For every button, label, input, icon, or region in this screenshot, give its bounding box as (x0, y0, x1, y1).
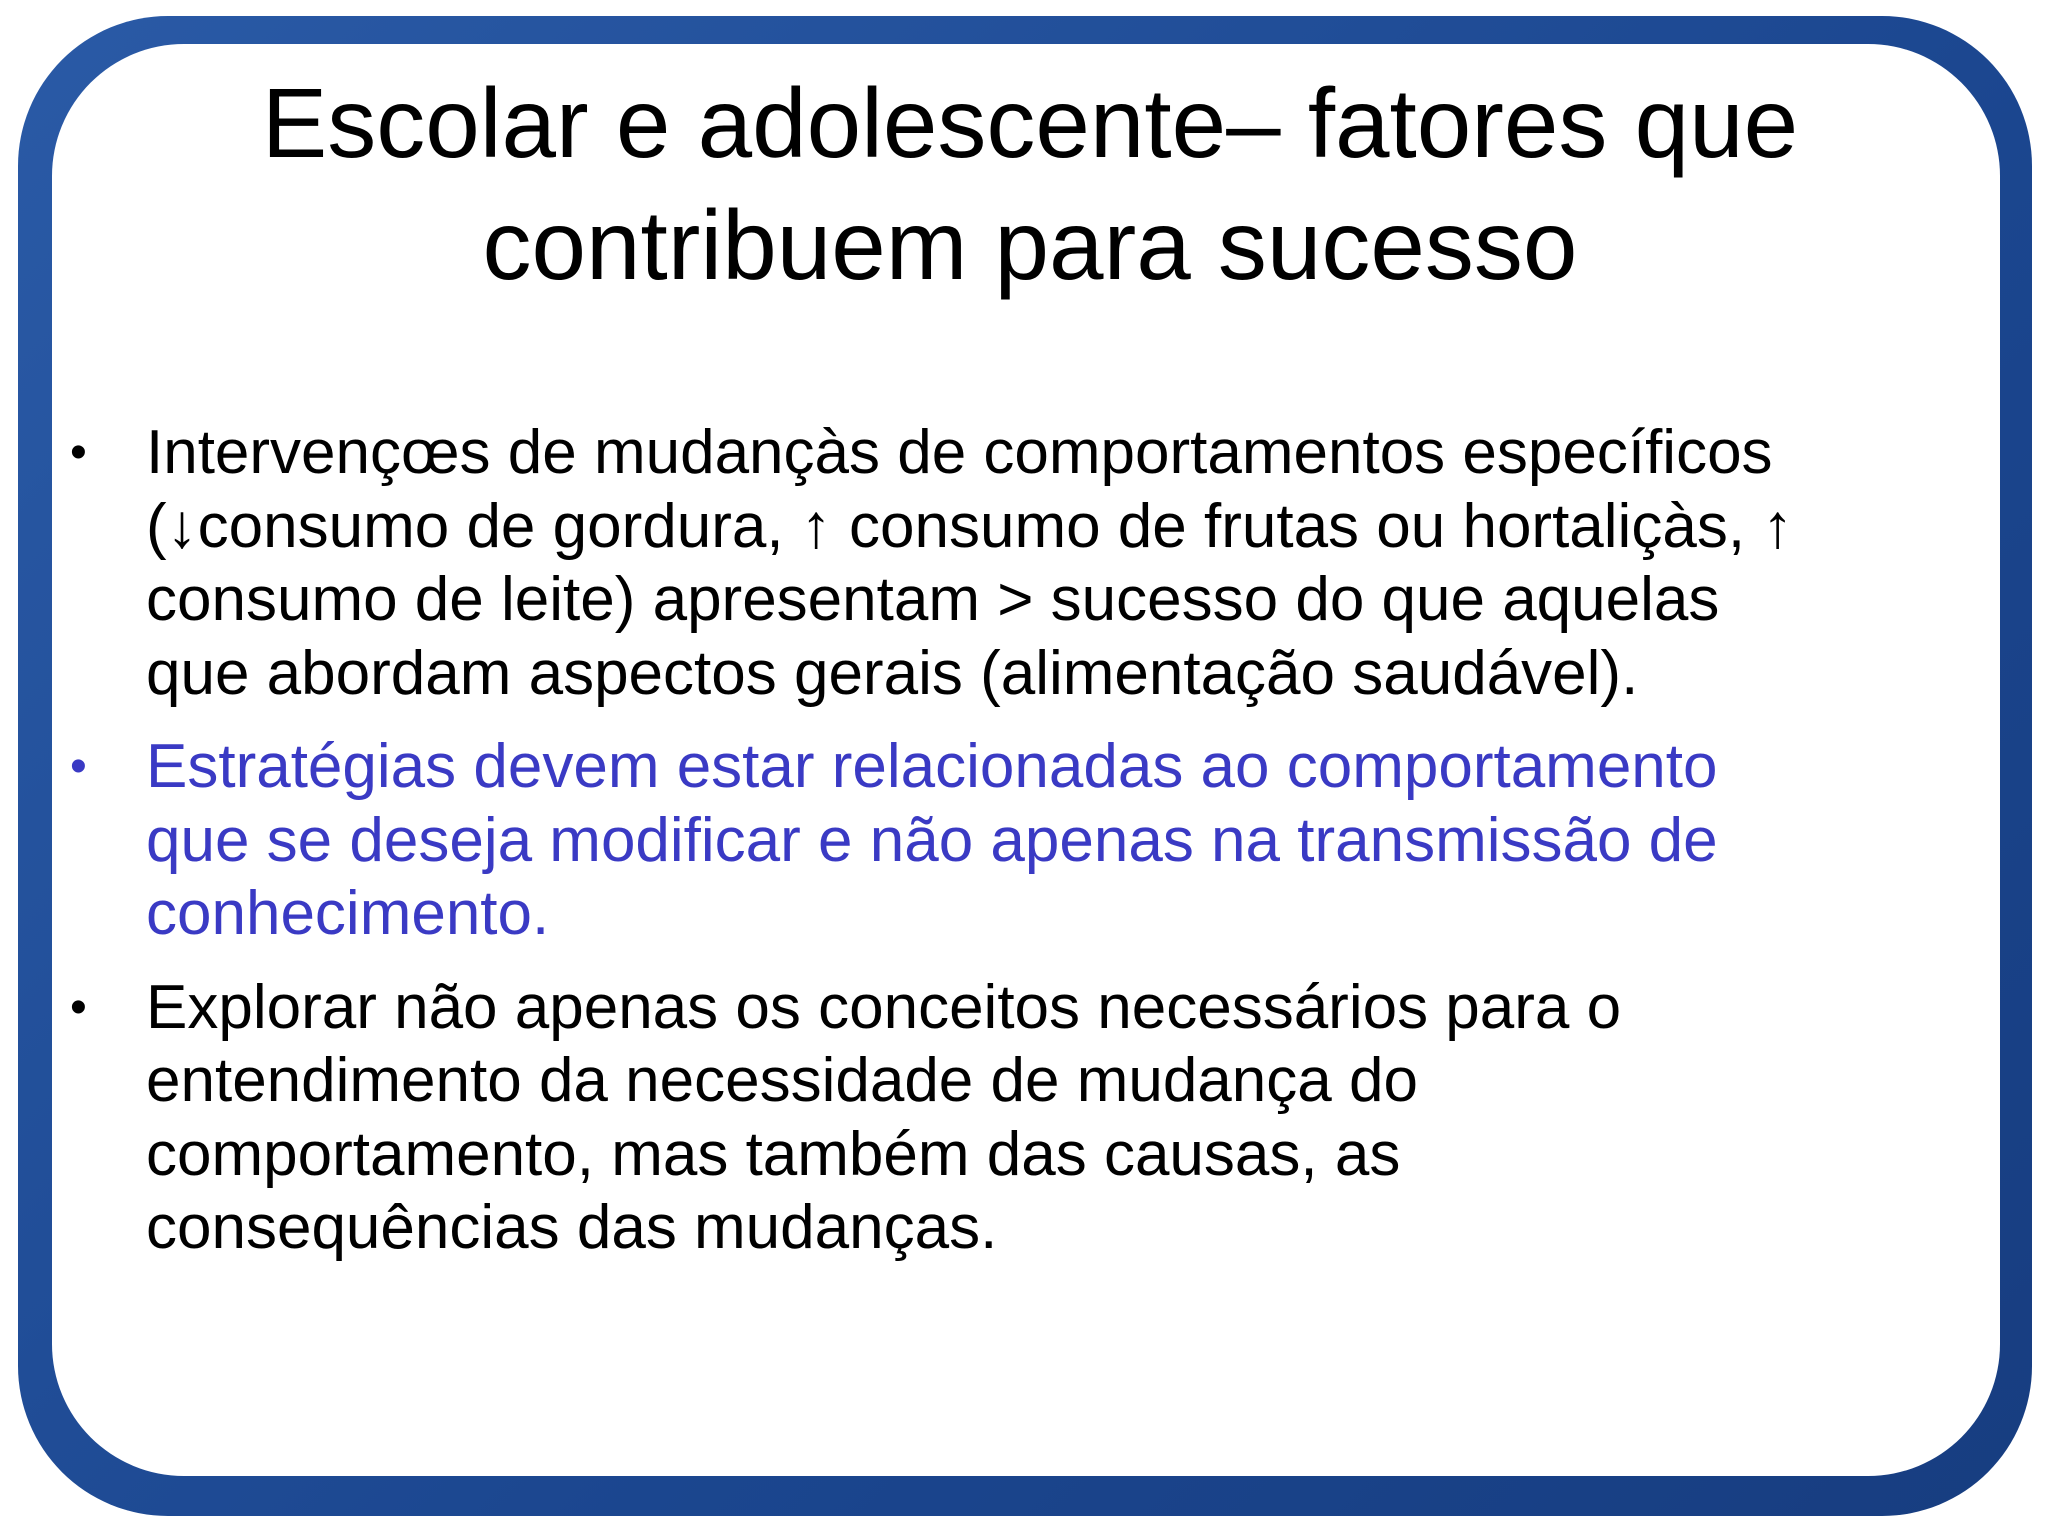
bullet-text-line: Explorar não apenas os conceitos necessários para o (146, 972, 1622, 1042)
bullet-text-line: conhecimento. (146, 879, 550, 948)
bullet-text-line: comportamento, mas também das causas, as (146, 1119, 1401, 1189)
bullet-text-line: consequências das mudanças. (146, 1193, 998, 1262)
bullet-marker: • (70, 426, 87, 479)
bullet-text-line: consumo de leite) apresentam > sucesso do que aquelas (146, 565, 1720, 634)
bullet-marker: • (70, 980, 87, 1034)
slide-title (150, 62, 1910, 306)
bullet-text-line: Estratégias devem estar relacionadas ao comportamento (146, 732, 1718, 801)
bullet-text-line: Intervençœs de mudançàs de comportamentos específicos (146, 418, 1773, 487)
bullet-item (66, 971, 1986, 1265)
bullet-text-line: (↓consumo de gordura, ↑ consumo de frutas ou hortaliçàs, ↑ (146, 491, 1794, 561)
bullet-text-line: que abordam aspectos gerais (alimentação saudável). (146, 638, 1639, 708)
bullet-item (66, 416, 1986, 710)
bullet-marker: • (70, 740, 87, 793)
bullet-item-highlighted (66, 730, 1986, 951)
bullet-list (66, 416, 1986, 1285)
slide-title-line: Escolar e adolescente– fatores que (261, 68, 1799, 178)
bullet-text-line: entendimento da necessidade de mudança do (146, 1046, 1418, 1115)
bullet-text-line: que se deseja modificar e não apenas na transmissão de (146, 805, 1718, 875)
slide-title-line: contribuem para sucesso (482, 190, 1578, 300)
